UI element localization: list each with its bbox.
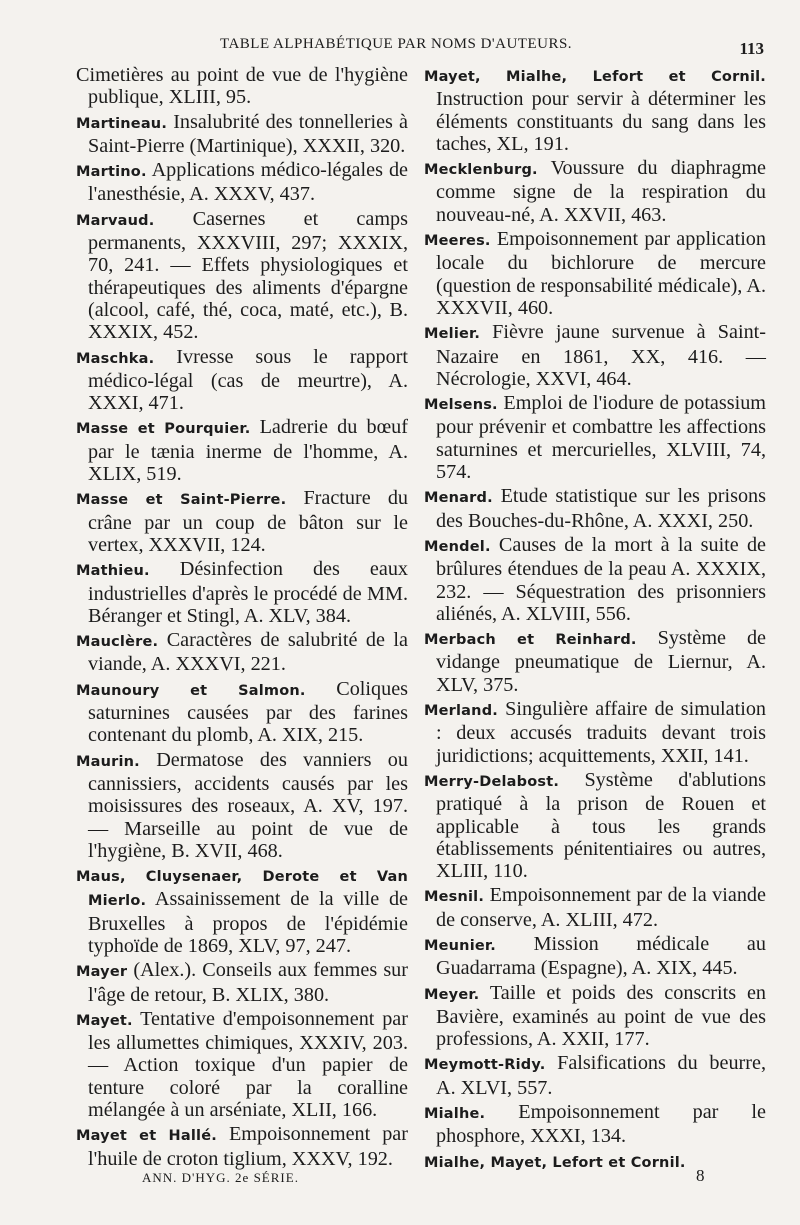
- entry-author: Mayet et Hallé.: [76, 1128, 217, 1145]
- entry-author: Mayet.: [76, 1012, 133, 1029]
- index-entry: [76, 208, 408, 344]
- entry-author: Maurin.: [76, 753, 140, 770]
- entry-author: Melier.: [424, 326, 481, 343]
- entry-text: Voussure du diaphragme comme signe de la respiration du nouveau-né, A. XXVII, 463.: [436, 157, 766, 226]
- entry-text: Système d'ablutions pratiqué à la prison de Rouen et applicable à tous les grands établissements pénitentiaires ou autres, XLIII, 110.: [436, 768, 766, 883]
- entry-author: Meunier.: [424, 937, 496, 954]
- index-entry: [76, 1008, 408, 1121]
- index-entry: [76, 959, 408, 1006]
- entry-author: Mayer: [76, 964, 128, 981]
- entry-text: Fracture du crâne par un coup de bâton sur le vertex, XXXVII, 124.: [88, 487, 409, 556]
- entry-author: Melsens.: [424, 397, 498, 414]
- entry-text: Causes de la mort à la suite de brûlures étendues de la peau A. XXXIX, 232. — Séquestration des prisonniers aliénés, A. XLVIII, 556.: [436, 533, 767, 625]
- entry-text: Caractères de salubrité de la viande, A. XXXVI, 221.: [88, 629, 408, 676]
- index-entry: [424, 884, 766, 931]
- entry-text: Tentative d'empoisonnement par les allumettes chimiques, XXXIV, 203. — Action toxique d'un papier de tenture coloré par la coralline mélangée à un arséniate, XLII, 166.: [88, 1007, 408, 1122]
- running-title: TABLE ALPHABÉTIQUE PAR NOMS D'AUTEURS.: [220, 36, 573, 52]
- index-entry: [424, 627, 766, 696]
- index-entry: [76, 416, 408, 485]
- entry-author: Meyer.: [424, 986, 480, 1003]
- index-entry: [76, 64, 408, 109]
- entry-author: Meeres.: [424, 233, 491, 250]
- entry-author: Mesnil.: [424, 889, 485, 906]
- entry-author: Merry-Delabost.: [424, 773, 560, 790]
- entry-author: Mauclère.: [76, 634, 159, 651]
- entry-text: Casernes et camps permanents, XXXVIII, 297; XXXIX, 70, 241. — Effets physiologiques et thérapeutiques des aliments d'épargne (alcool, café, thé, coca, maté, etc.), B. XXXIX, 452.: [88, 207, 408, 344]
- index-entry: [424, 534, 766, 625]
- entry-author: Mayet, Mialhe, Lefort et Cornil.: [424, 69, 766, 85]
- entry-text: Ivresse sous le rapport médico-légal (cas de meurtre), A. XXXI, 471.: [88, 345, 408, 415]
- entry-text: Singulière affaire de simulation : deux accusés traduits devant trois juridictions; acquittements, XXII, 141.: [436, 698, 767, 767]
- index-entry: [424, 1052, 766, 1099]
- index-entry: [76, 678, 408, 747]
- entry-author: Marvaud.: [76, 212, 155, 229]
- index-entry: [76, 864, 408, 957]
- index-entry: [76, 1123, 408, 1170]
- entry-text: Empoisonnement par le phosphore, XXXI, 134.: [436, 1101, 767, 1148]
- entry-text: Applications médico-légales de l'anesthésie, A. XXXV, 437.: [88, 159, 408, 206]
- index-entry: [76, 111, 408, 158]
- index-entry: [424, 321, 766, 390]
- entry-text: Système de vidange pneumatique de Liernur, A. XLV, 375.: [436, 627, 767, 696]
- entry-text: Cimetières au point de vue de l'hygiène publique, XLIII, 95.: [76, 64, 408, 109]
- entry-text: Dermatose des vanniers ou cannissiers, accidents causés par les moisissures des roseaux, A. XV, 197. — Marseille au point de vue de l'hygiène, B. XVII, 468.: [88, 748, 408, 862]
- entry-text: Coliques saturnines causées par des farines contenant du plomb, A. XIX, 215.: [88, 677, 409, 747]
- index-entry: [76, 558, 408, 627]
- entry-text: Empoisonnement par l'huile de croton tiglium, XXXV, 192.: [88, 1123, 408, 1170]
- entry-author: Mecklenburg.: [424, 162, 538, 179]
- entry-author: Mendel.: [424, 538, 491, 555]
- entry-author: Merland.: [424, 703, 498, 720]
- entry-text: Empoisonnement par de la viande de conserve, A. XLIII, 472.: [436, 884, 766, 931]
- entry-text: Mission médicale au Guadarrama (Espagne), A. XIX, 445.: [436, 932, 766, 980]
- right-column: [424, 64, 766, 1176]
- entry-author: Martineau.: [76, 115, 168, 132]
- page-footer: [60, 1166, 772, 1190]
- entry-text: (Alex.). Conseils aux femmes sur l'âge de retour, B. XLIX, 380.: [88, 959, 408, 1006]
- entry-author: Meymott-Ridy.: [424, 1057, 546, 1074]
- entry-text: Falsifications du beurre, A. XLVI, 557.: [436, 1052, 766, 1099]
- index-entry: [76, 487, 408, 556]
- entry-text: Assainissement de la ville de Bruxelles à propos de l'épidémie typhoïde de 1869, XLV, 97, 247.: [88, 888, 408, 957]
- index-entry: [76, 629, 408, 676]
- entry-text: Empoisonnement par application locale du bichlorure de mercure (question de responsabilité médicale), A. XXXVII, 460.: [436, 228, 766, 319]
- entry-author: Masse et Saint-Pierre.: [76, 492, 287, 509]
- page-header: [60, 36, 772, 62]
- entry-author: Martino.: [76, 164, 147, 181]
- entry-author: Mialhe, Mayet, Lefort et Cornil.: [424, 1154, 686, 1171]
- entry-text: Emploi de l'iodure de potassium pour prévenir et combattre les affections saturnines et mercurielles, XLVIII, 74, 574.: [436, 392, 767, 484]
- signature-mark: ANN. D'HYG. 2e SÉRIE.: [142, 1170, 299, 1185]
- index-entry: [424, 64, 766, 155]
- index-entry: [424, 392, 766, 483]
- index-entry: [76, 749, 408, 862]
- entry-author: Merbach et Reinhard.: [424, 632, 637, 649]
- entry-text: Instruction pour servir à déterminer les éléments constituants du sang dans les taches, XL, 191.: [436, 88, 766, 155]
- index-entry: [424, 933, 766, 980]
- entry-text: Fièvre jaune survenue à Saint-Nazaire en 1861, XX, 416. — Nécrologie, XXVI, 464.: [436, 321, 766, 390]
- index-entry: [424, 485, 766, 532]
- entry-author: Mathieu.: [76, 563, 150, 580]
- entry-author: Maus, Cluysenaer, Derote et Van Mierlo.: [76, 869, 408, 910]
- entry-author: Maunoury et Salmon.: [76, 682, 306, 699]
- entry-text: Etude statistique sur les prisons des Bouches-du-Rhône, A. XXXI, 250.: [436, 485, 767, 532]
- index-entry: [424, 228, 766, 319]
- entry-author: Maschka.: [76, 350, 155, 367]
- index-entry: [424, 769, 766, 882]
- index-entry: [424, 157, 766, 226]
- entry-text: Taille et poids des conscrits en Bavière, examinés au point de vue des professions, A. XXII, 177.: [436, 981, 766, 1051]
- sheet-number: 8: [696, 1166, 705, 1185]
- index-entry: [424, 982, 766, 1051]
- entry-text: Désinfection des eaux industrielles d'après le procédé de MM. Béranger et Stingl, A. XLV, 384.: [88, 558, 409, 627]
- entry-author: Mialhe.: [424, 1106, 486, 1123]
- entry-author: Masse et Pourquier.: [76, 421, 251, 438]
- index-entry: [76, 346, 408, 415]
- left-column: [76, 64, 408, 1172]
- page-number: 113: [739, 39, 764, 58]
- index-entry: [424, 1101, 766, 1148]
- entry-text: Insalubrité des tonnelleries à Saint-Pierre (Martinique), XXXII, 320.: [88, 110, 409, 157]
- index-entry: [76, 159, 408, 206]
- entry-author: Menard.: [424, 490, 493, 507]
- entry-text: Ladrerie du bœuf par le tænia inerme de l'homme, A. XLIX, 519.: [88, 416, 408, 486]
- index-entry: [424, 698, 766, 767]
